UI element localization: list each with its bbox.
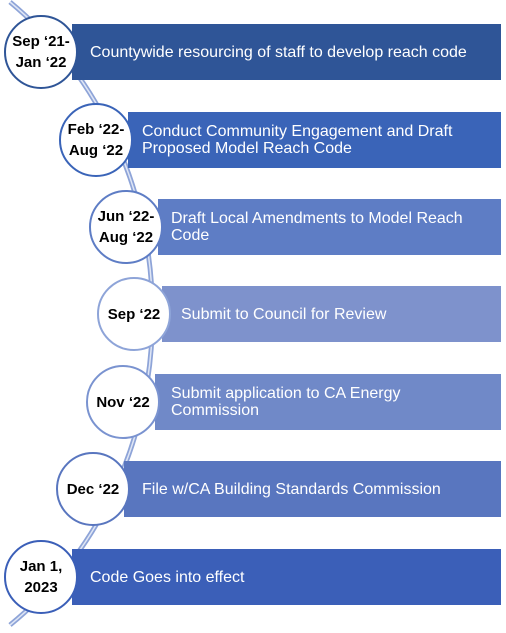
timeline-date-label: Jan 1, 2023: [19, 558, 63, 596]
timeline-step-text: Code Goes into effect: [90, 568, 245, 586]
timeline-date-label: Dec ‘22: [66, 480, 120, 498]
timeline-step-text: Submit to Council for Review: [181, 305, 387, 323]
timeline-step-text: Countywide resourcing of staff to develop reach code: [90, 43, 467, 61]
timeline-date-circle: [97, 277, 171, 351]
timeline-step-bar: [72, 549, 501, 605]
timeline-date-circle: [86, 365, 160, 439]
timeline-step-text: Draft Local Amendments to Model Reach Code: [171, 210, 463, 244]
timeline-date-label: Jun ‘22- Aug ‘22: [97, 208, 155, 246]
timeline-date-circle: [4, 15, 78, 89]
timeline-step-bar: [155, 374, 501, 430]
timeline-step-bar: [128, 112, 501, 168]
timeline-step-bar: [162, 286, 501, 342]
timeline-step-bar: [158, 199, 501, 255]
timeline-date-circle: [89, 190, 163, 264]
timeline-date-label: Feb ‘22- Aug ‘22: [67, 121, 125, 159]
timeline-date-label: Sep ‘21- Jan ‘22: [12, 33, 70, 71]
timeline-date-circle: [56, 452, 130, 526]
timeline-date-label: Nov ‘22: [96, 393, 150, 411]
timeline-step-text: Conduct Community Engagement and Draft Proposed Model Reach Code: [142, 123, 453, 157]
timeline-date-label: Sep ‘22: [107, 305, 161, 323]
timeline-step-text: File w/CA Building Standards Commission: [142, 480, 441, 498]
timeline-date-circle: [59, 103, 133, 177]
timeline-date-circle: [4, 540, 78, 614]
timeline-step-bar: [72, 24, 501, 80]
timeline-step-bar: [124, 461, 501, 517]
timeline-step-text: Submit application to CA Energy Commission: [171, 385, 401, 419]
